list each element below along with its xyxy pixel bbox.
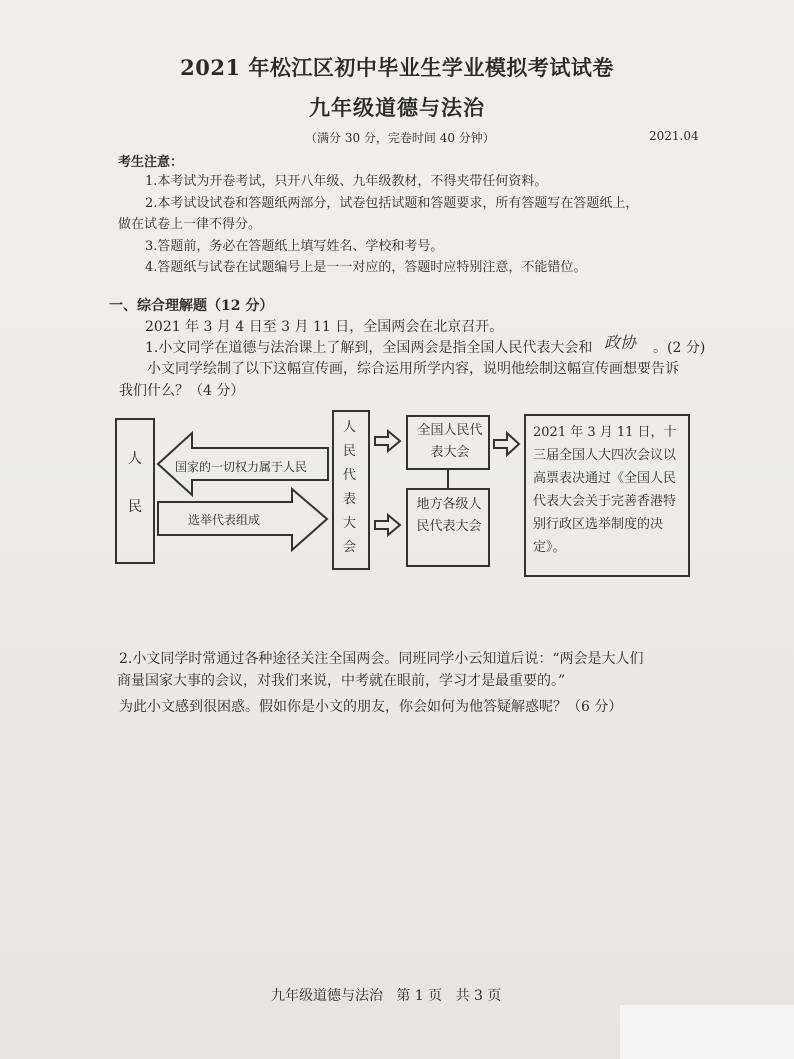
notice-item: 4.答题纸与试卷在试题编号上是一一对应的，答题时应特别注意，不能错位。 [145, 260, 587, 275]
notice-item: 做在试卷上一律不得分。 [118, 217, 262, 232]
question-2-line-3: 为此小文感到很困惑。假如你是小文的朋友，你会如何为他答疑解惑呢？（6 分） [119, 699, 623, 715]
exam-subject: 九年级道德与法治 [309, 95, 485, 120]
notice-item: 2.本考试设试卷和答题纸两部分，试卷包括试题和答题要求，所有答题写在答题纸上， [145, 196, 639, 211]
exam-title: 2021 年松江区初中毕业生学业模拟考试试卷 [180, 55, 614, 80]
question-1-line-2: 小文同学绘制了以下这幅宣传画，综合运用所学内容，说明他绘制这幅宣传画想要告诉 [147, 361, 679, 377]
handwritten-answer: 政协 [604, 333, 637, 352]
arrow-small-2 [375, 515, 400, 535]
question-2-line-2: 商量国家大事的会议，对我们来说，中考就在眼前，学习才是最重要的。” [117, 673, 566, 689]
people-box [115, 418, 155, 564]
question-1-line-3: 我们什么？（4 分） [119, 383, 245, 399]
people-label-2: 民 [128, 499, 142, 515]
npc-label: 人民代表大会 [343, 420, 357, 555]
page-footer: 九年级道德与法治 第 1 页 共 3 页 [271, 988, 502, 1004]
local-npc-label: 地方各级人民代表大会 [416, 497, 482, 534]
section-heading: 一、综合理解题（12 分） [109, 298, 274, 314]
exam-info: （满分 30 分，完卷时间 40 分钟） [305, 131, 495, 145]
arrow-left-label: 国家的一切权力属于人民 [175, 460, 308, 474]
national-npc-label: 全国人民代表大会 [417, 423, 483, 460]
question-1-score: 。(2 分) [653, 340, 706, 356]
result-text: 2021 年 3 月 11 日，十三届全国人大四次会议以高票表决通过《全国人民代表大会关于完善香港特别行政区选举制度的决定》。 [533, 425, 677, 555]
notice-item: 3.答题前，务必在答题纸上填写姓名、学校和考号。 [145, 239, 444, 254]
question-1-text: 1.小文同学在道德与法治课上了解到，全国两会是指全国人民代表大会和 [145, 340, 593, 356]
notice-item: 1.本考试为开卷考试，只开八年级、九年级教材，不得夹带任何资料。 [145, 174, 548, 189]
question-2-line-1: 2.小文同学时常通过各种途径关注全国两会。同班同学小云知道后说：“两会是大人们 [119, 651, 644, 667]
arrow-small-1 [375, 431, 400, 451]
people-label-1: 人 [128, 451, 142, 467]
notice-title: 考生注意： [118, 155, 184, 170]
arrow-right-label: 选举代表组成 [188, 513, 261, 527]
arrow-small-3 [494, 433, 519, 455]
exam-date: 2021.04 [649, 129, 699, 143]
section-intro: 2021 年 3 月 4 日至 3 月 11 日，全国两会在北京召开。 [145, 319, 504, 335]
